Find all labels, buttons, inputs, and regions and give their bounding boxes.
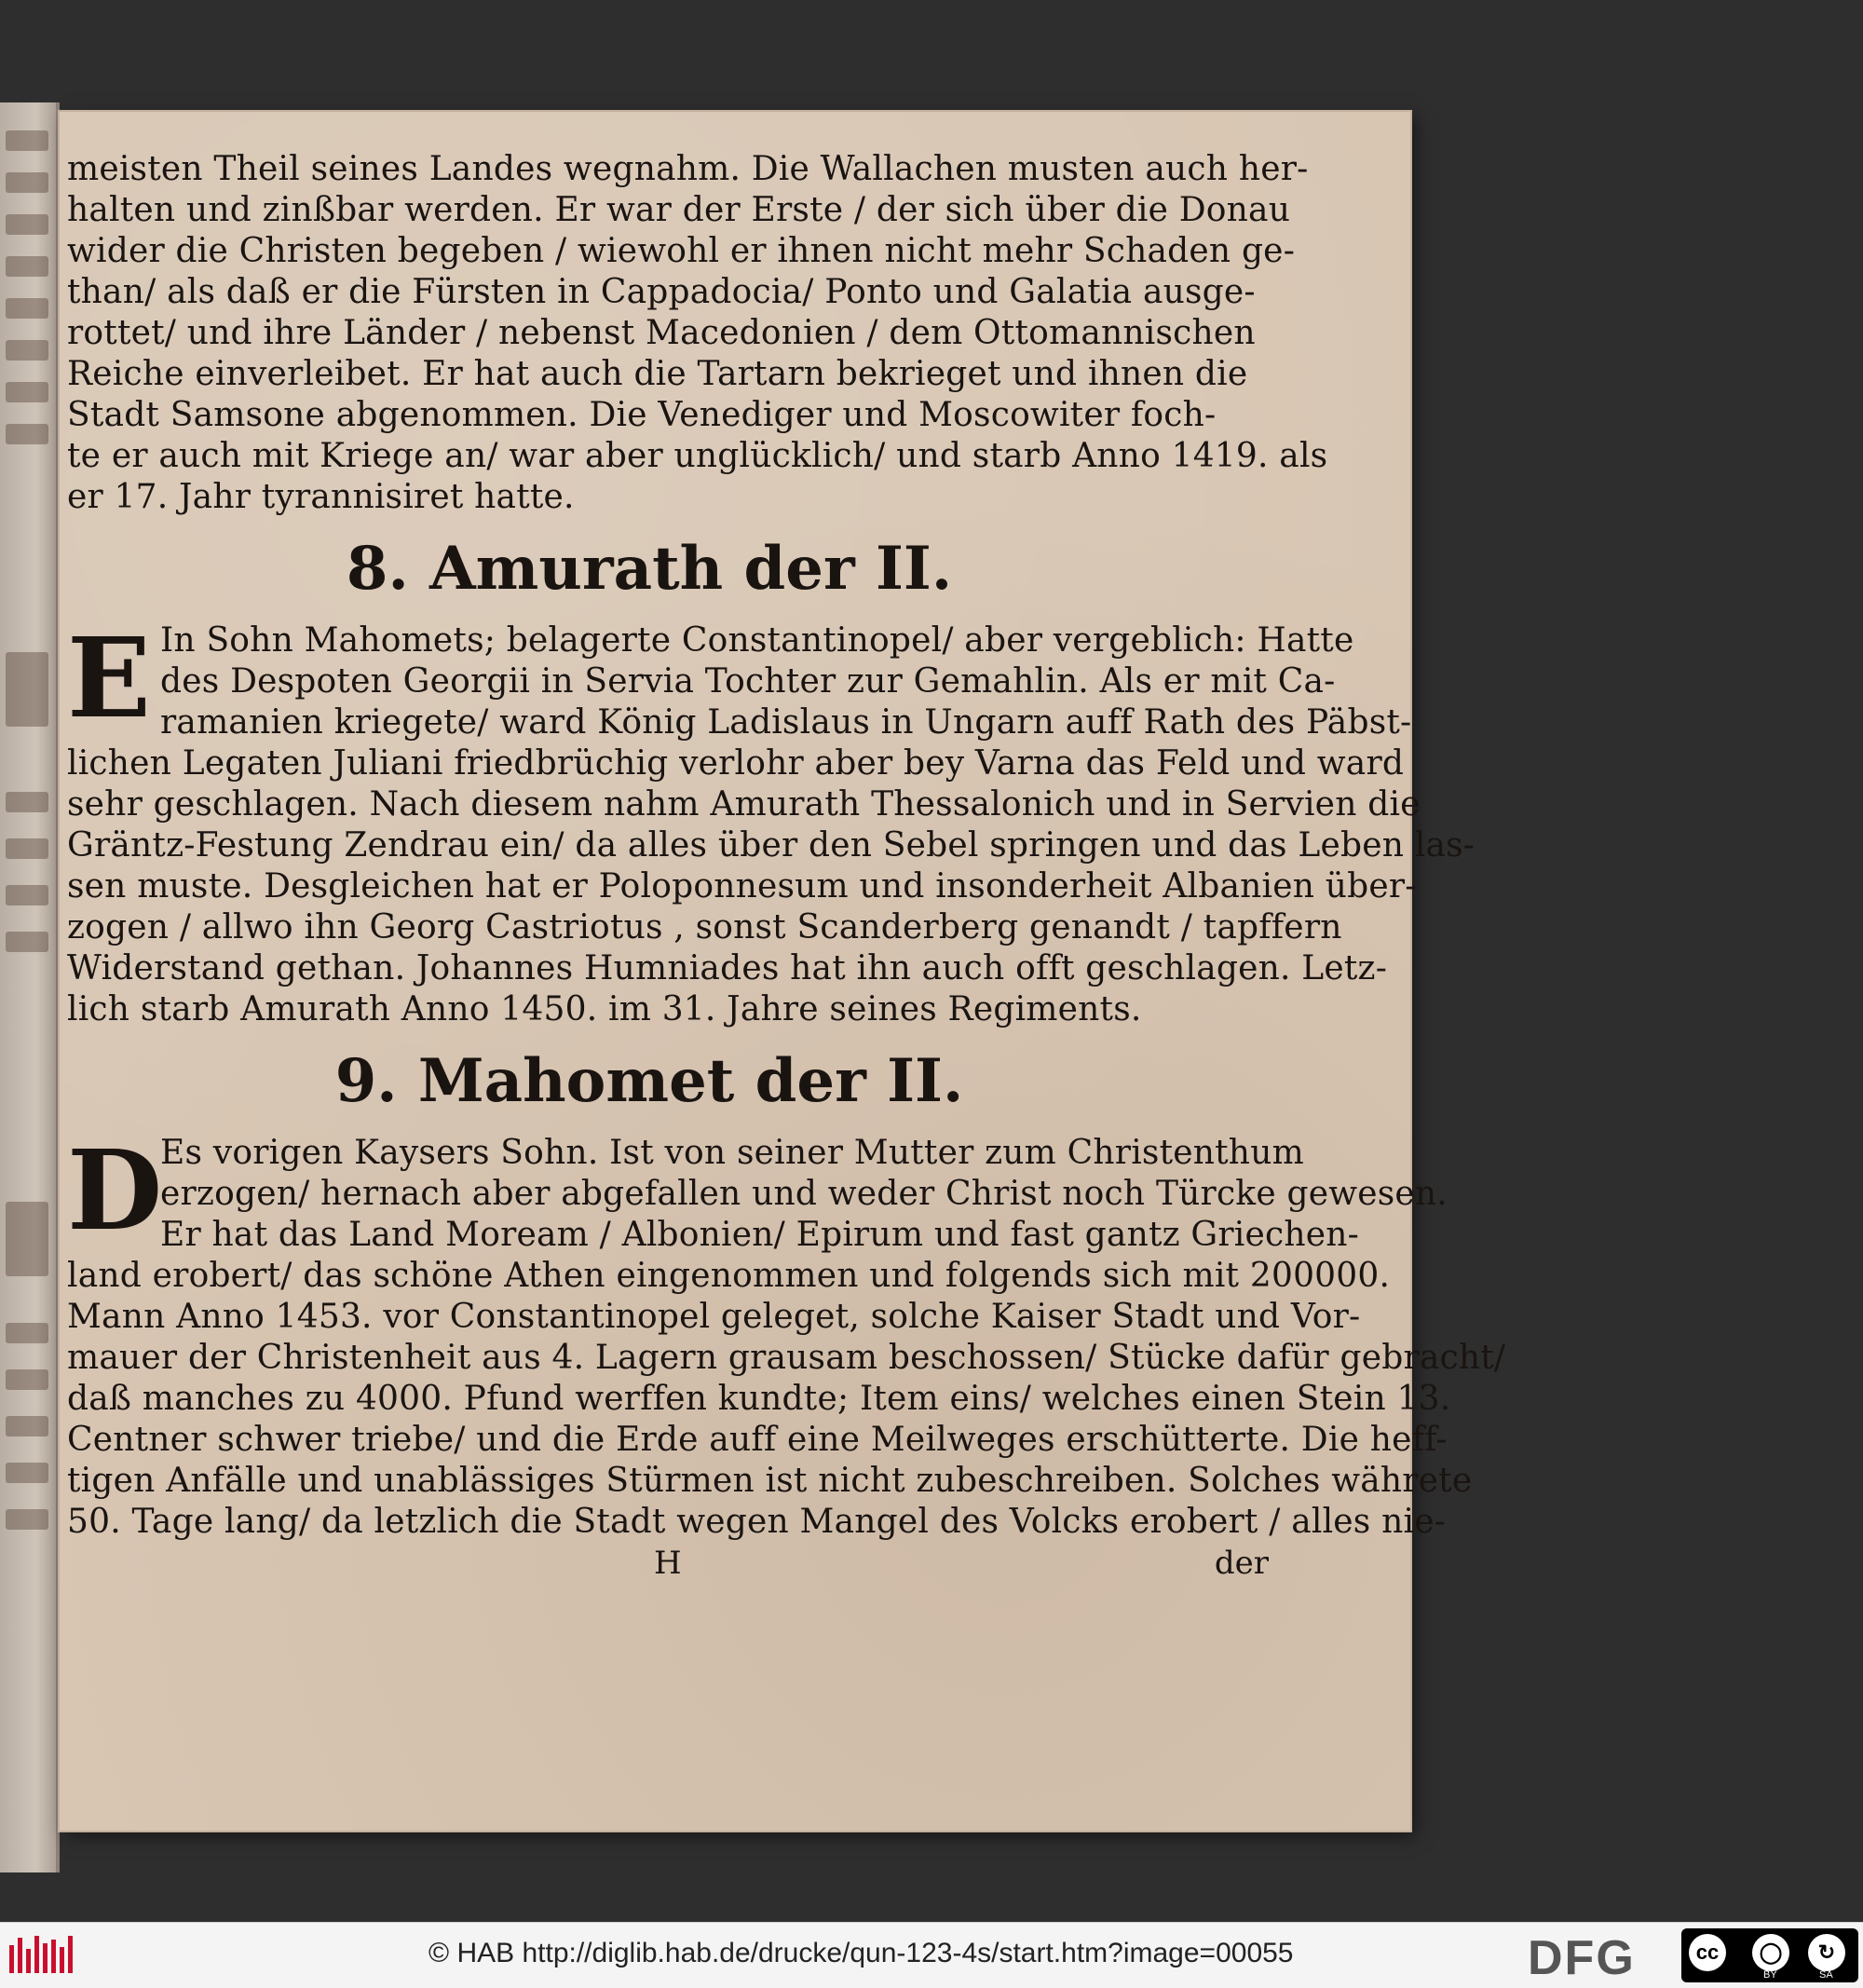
sa-icon: ↻ [1808, 1934, 1845, 1971]
by-icon: ◯ [1752, 1934, 1789, 1971]
catchword: der [1214, 1545, 1269, 1582]
section-9-paragraph [67, 1125, 1506, 1543]
section-heading-amurath: 8. Amurath der II. [346, 534, 953, 604]
text-line: er 17. Jahr tyrannisiret hatte. [67, 478, 575, 516]
bleed-mark [6, 382, 48, 402]
bleed-mark [6, 885, 48, 905]
text-line: Reiche einverleibet. Er hat auch die Tartarn bekrieget und ihnen die [67, 355, 1248, 393]
bleed-mark [6, 172, 48, 193]
book-page [60, 112, 1506, 1831]
section-8-paragraph [67, 613, 1475, 1030]
hab-logo-icon [9, 1936, 84, 1975]
by-label: BY [1763, 1969, 1777, 1981]
text-line: mauer der Christenheit aus 4. Lagern grausam beschossen/ Stücke dafür gebracht/ [67, 1339, 1506, 1377]
cc-icon: cc [1689, 1934, 1726, 1971]
bleed-mark [6, 1323, 48, 1343]
text-line: ramanien kriegete/ ward König Ladislaus in Ungarn auff Rath des Päbst- [160, 703, 1412, 742]
bleed-mark [6, 1416, 48, 1437]
text-line: wider die Christen begeben / wiewohl er ihnen nicht mehr Schaden ge- [67, 232, 1296, 270]
signature-mark: H [654, 1545, 682, 1582]
bleed-mark [6, 256, 48, 277]
text-line: lich starb Amurath Anno 1450. im 31. Jahre seines Regiments. [67, 990, 1142, 1028]
bleed-mark [6, 1369, 48, 1390]
bleed-mark [6, 792, 48, 812]
text-line: Gräntz-Festung Zendrau ein/ da alles über den Sebel springen und das Leben las- [67, 826, 1475, 865]
text-line: daß manches zu 4000. Pfund werffen kundte; Item eins/ welches einen Stein 13. [67, 1380, 1451, 1418]
bleed-mark [6, 214, 48, 235]
text-line: rottet/ und ihre Länder / nebenst Macedonien / dem Ottomannischen [67, 314, 1256, 352]
text-line: tigen Anfälle und unablässiges Stürmen ist nicht zubeschreiben. Solches währete [67, 1462, 1473, 1500]
text-line: des Despoten Georgii in Servia Tochter zur Gemahlin. Als er mit Ca- [160, 662, 1336, 701]
text-line: sehr geschlagen. Nach diesem nahm Amurath Thessalonich und in Servien die [67, 785, 1421, 824]
sa-label: SA [1819, 1969, 1833, 1981]
text-line: meisten Theil seines Landes wegnahm. Die Wallachen musten auch her- [67, 150, 1309, 188]
bleed-mark [6, 1202, 48, 1276]
section-heading-mahomet: 9. Mahomet der II. [334, 1046, 964, 1116]
decorated-initial: E [67, 613, 151, 742]
bleed-mark [6, 652, 48, 727]
text-line: zogen / allwo ihn Georg Castriotus , sonst Scanderberg genandt / tapffern [67, 908, 1342, 946]
text-line: In Sohn Mahomets; belagerte Constantinopel/ aber vergeblich: Hatte [160, 621, 1354, 660]
decorated-initial: D [67, 1125, 163, 1255]
cc-license-badge[interactable] [1681, 1928, 1858, 1982]
bleed-mark [6, 298, 48, 319]
bleed-mark [6, 1509, 48, 1530]
text-line: halten und zinßbar werden. Er war der Erste / der sich über die Donau [67, 191, 1291, 229]
text-line: sen muste. Desgleichen hat er Poloponnesum und insonderheit Albanien über- [67, 867, 1417, 905]
bleed-mark [6, 838, 48, 859]
bleed-mark [6, 130, 48, 151]
dfg-logo[interactable]: DFG [1528, 1931, 1636, 1985]
text-line: Er hat das Land Moream / Albonien/ Epirum und fast gantz Griechen- [160, 1216, 1360, 1254]
text-line: Mann Anno 1453. vor Constantinopel geleget, solche Kaiser Stadt und Vor- [67, 1298, 1361, 1336]
text-line: Widerstand gethan. Johannes Humniades hat ihn auch offt geschlagen. Letz- [67, 949, 1388, 987]
bleed-mark [6, 1463, 48, 1483]
page-foot [67, 1543, 1269, 1584]
page-text-block [67, 149, 1506, 1584]
text-line: than/ als daß er die Fürsten in Cappadocia/ Ponto und Galatia ausge- [67, 273, 1256, 311]
bleed-mark [6, 932, 48, 952]
text-line: 50. Tage lang/ da letzlich die Stadt wegen Mangel des Volcks erobert / alles nie- [67, 1503, 1447, 1541]
previous-page-edge [0, 102, 60, 1872]
text-line: Es vorigen Kaysers Sohn. Ist von seiner Mutter zum Christenthum [160, 1134, 1304, 1172]
text-line: erzogen/ hernach aber abgefallen und weder Christ noch Türcke gewesen. [160, 1175, 1448, 1213]
text-line: Stadt Samsone abgenommen. Die Venediger und Moscowiter foch- [67, 396, 1217, 434]
text-line: te er auch mit Kriege an/ war aber unglücklich/ und starb Anno 1419. als [67, 437, 1328, 475]
viewer-footer [0, 1922, 1863, 1988]
text-line: land erobert/ das schöne Athen eingenommen und folgends sich mit 200000. [67, 1257, 1391, 1295]
text-line: lichen Legaten Juliani friedbrüchig verlohr aber bey Varna das Feld und ward [67, 744, 1405, 783]
bleed-mark [6, 340, 48, 361]
bleed-mark [6, 424, 48, 444]
copyright-link[interactable]: © HAB http://diglib.hab.de/drucke/qun-123-4s/start.htm?image=00055 [428, 1938, 1294, 1968]
text-line: Centner schwer triebe/ und die Erde auff eine Meilweges erschütterte. Die heff- [67, 1421, 1448, 1459]
